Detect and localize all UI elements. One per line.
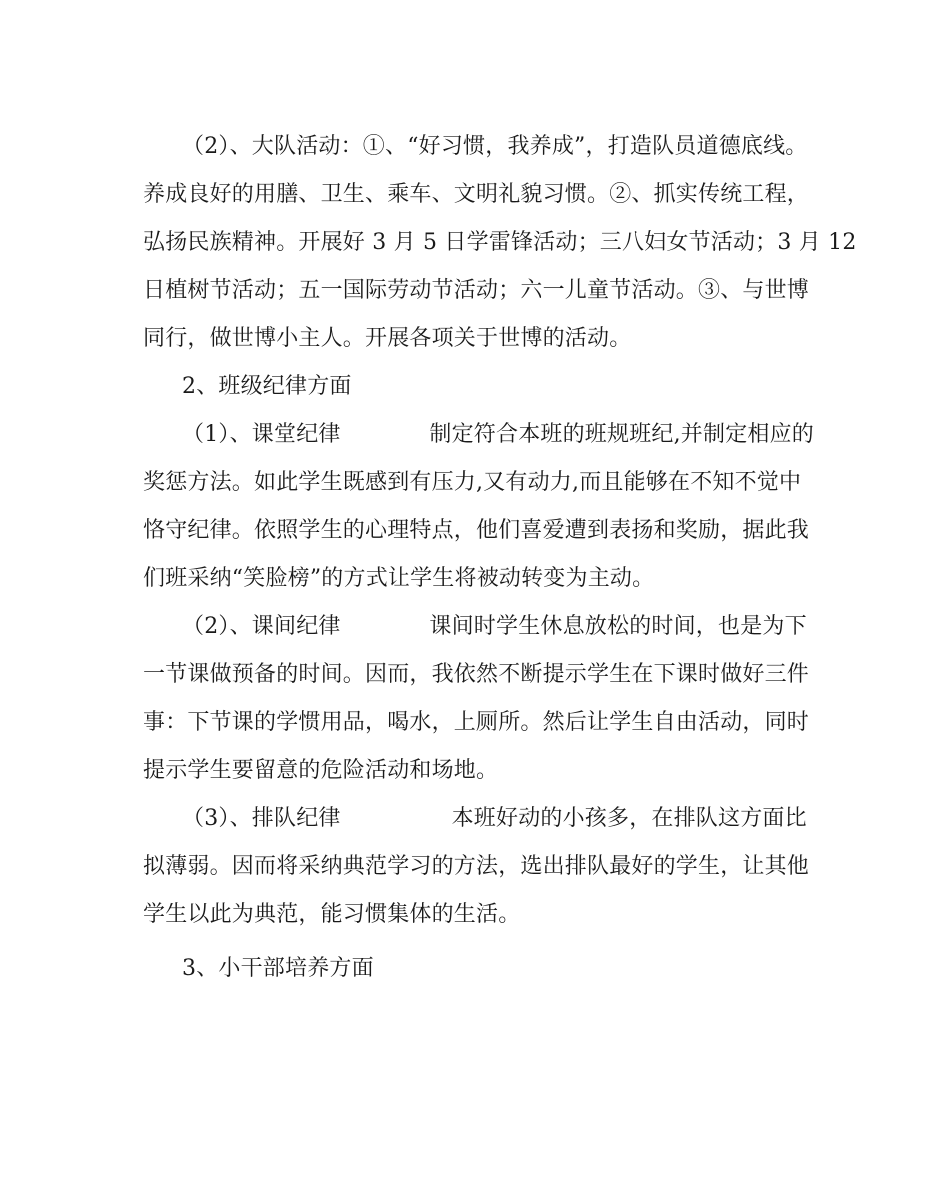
- text-line-12: 一节课做预备的时间。因而，我依然不断提示学生在下课时做好三件: [143, 662, 810, 687]
- text-line-11: （2）、课间纪律 课间时学生休息放松的时间，也是为下: [182, 614, 807, 639]
- text-line-17: 学生以此为典范，能习惯集体的生活。: [143, 902, 521, 927]
- text-line-9: 恪守纪律。依照学生的心理特点，他们喜爱遭到表扬和奖励，据此我: [143, 518, 810, 543]
- text-line-15: （3）、排队纪律 本班好动的小孩多，在排队这方面比: [182, 806, 807, 831]
- text-line-4: 日植树节活动；五一国际劳动节活动；六一儿童节活动。③、与世博: [143, 278, 810, 303]
- text-line-7: （1）、课堂纪律 制定符合本班的班规班纪,并制定相应的: [182, 422, 814, 447]
- text-line-5: 同行，做世博小主人。开展各项关于世博的活动。: [143, 326, 632, 351]
- text-line-13: 事：下节课的学惯用品，喝水，上厕所。然后让学生自由活动，同时: [143, 710, 810, 735]
- text-line-3: 弘扬民族精神。开展好 3 月 5 日学雷锋活动；三八妇女节活动；3 月 12: [143, 230, 857, 255]
- text-line-2: 养成良好的用膳、卫生、乘车、文明礼貌习惯。②、抓实传统工程，: [143, 182, 810, 207]
- text-line-10: 们班采纳“笑脸榜”的方式让学生将被动转变为主动。: [143, 566, 655, 591]
- text-line-16: 拟薄弱。因而将采纳典范学习的方法，选出排队最好的学生，让其他: [143, 854, 810, 879]
- text-line-1: （2）、大队活动：①、“好习惯，我养成”，打造队员道德底线。: [182, 134, 808, 159]
- text-line-8: 奖惩方法。如此学生既感到有压力,又有动力,而且能够在不知不觉中: [143, 470, 802, 495]
- text-line-14: 提示学生要留意的危险活动和场地。: [143, 758, 499, 783]
- section-heading-cadre: 3、小干部培养方面: [182, 956, 374, 981]
- section-heading-discipline: 2、班级纪律方面: [182, 374, 352, 399]
